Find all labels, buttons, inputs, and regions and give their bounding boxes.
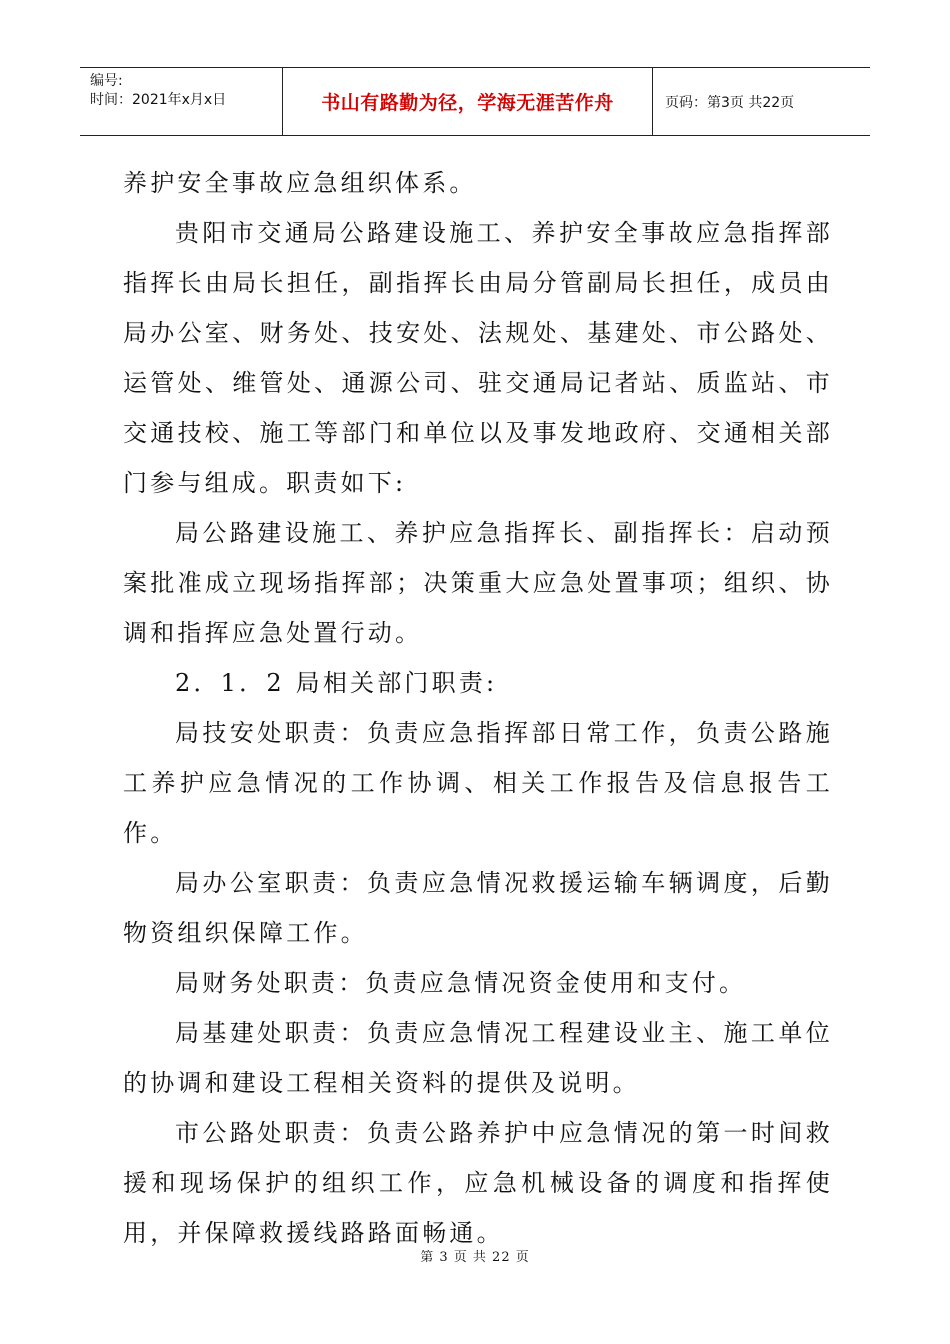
header-motto: 书山有路勤为径，学海无涯苦作舟 (283, 68, 653, 135)
header-meta-cell (80, 68, 283, 135)
paragraph-1: 养护安全事故应急组织体系。 (123, 169, 477, 197)
document-body (123, 158, 833, 1258)
paragraph-7: 局财务处职责：负责应急情况资金使用和支付。 (175, 969, 747, 997)
serial-number-label: 编号: (90, 73, 123, 89)
paragraph-3: 局公路建设施工、养护应急指挥长、副指挥长：启动预案批准成立现场指挥部；决策重大应急处置事项；组织、协调和指挥应急处置行动。 (123, 519, 833, 647)
paragraph-5: 局技安处职责：负责应急指挥部日常工作，负责公路施工养护应急情况的工作协调、相关工作报告及信息报告工作。 (123, 719, 833, 847)
section-heading-2-1-2: 2．1．2 局相关部门职责: (175, 669, 498, 697)
paragraph-2: 贵阳市交通局公路建设施工、养护安全事故应急指挥部指挥长由局长担任，副指挥长由局分管副局长担任，成员由局办公室、财务处、技安处、法规处、基建处、市公路处、运管处、维管处、通源公司、驻交通局记者站、质监站、市交通技校、施工等部门和单位以及事发地政府、交通相关部门参与组成。职责如下: (123, 219, 833, 497)
paragraph-8: 局基建处职责：负责应急情况工程建设业主、施工单位的协调和建设工程相关资料的提供及说明。 (123, 1019, 833, 1097)
page-footer: 第 3 页 共 22 页 (420, 1250, 530, 1265)
header-page-info: 页码：第3页 共22页 (665, 94, 795, 111)
date-label: 时间：2021年x月x日 (90, 92, 227, 108)
paragraph-6: 局办公室职责：负责应急情况救援运输车辆调度，后勤物资组织保障工作。 (123, 869, 833, 947)
paragraph-9: 市公路处职责：负责公路养护中应急情况的第一时间救援和现场保护的组织工作，应急机械设备的调度和指挥使用，并保障救援线路路面畅通。 (123, 1119, 833, 1247)
document-header (80, 67, 870, 136)
